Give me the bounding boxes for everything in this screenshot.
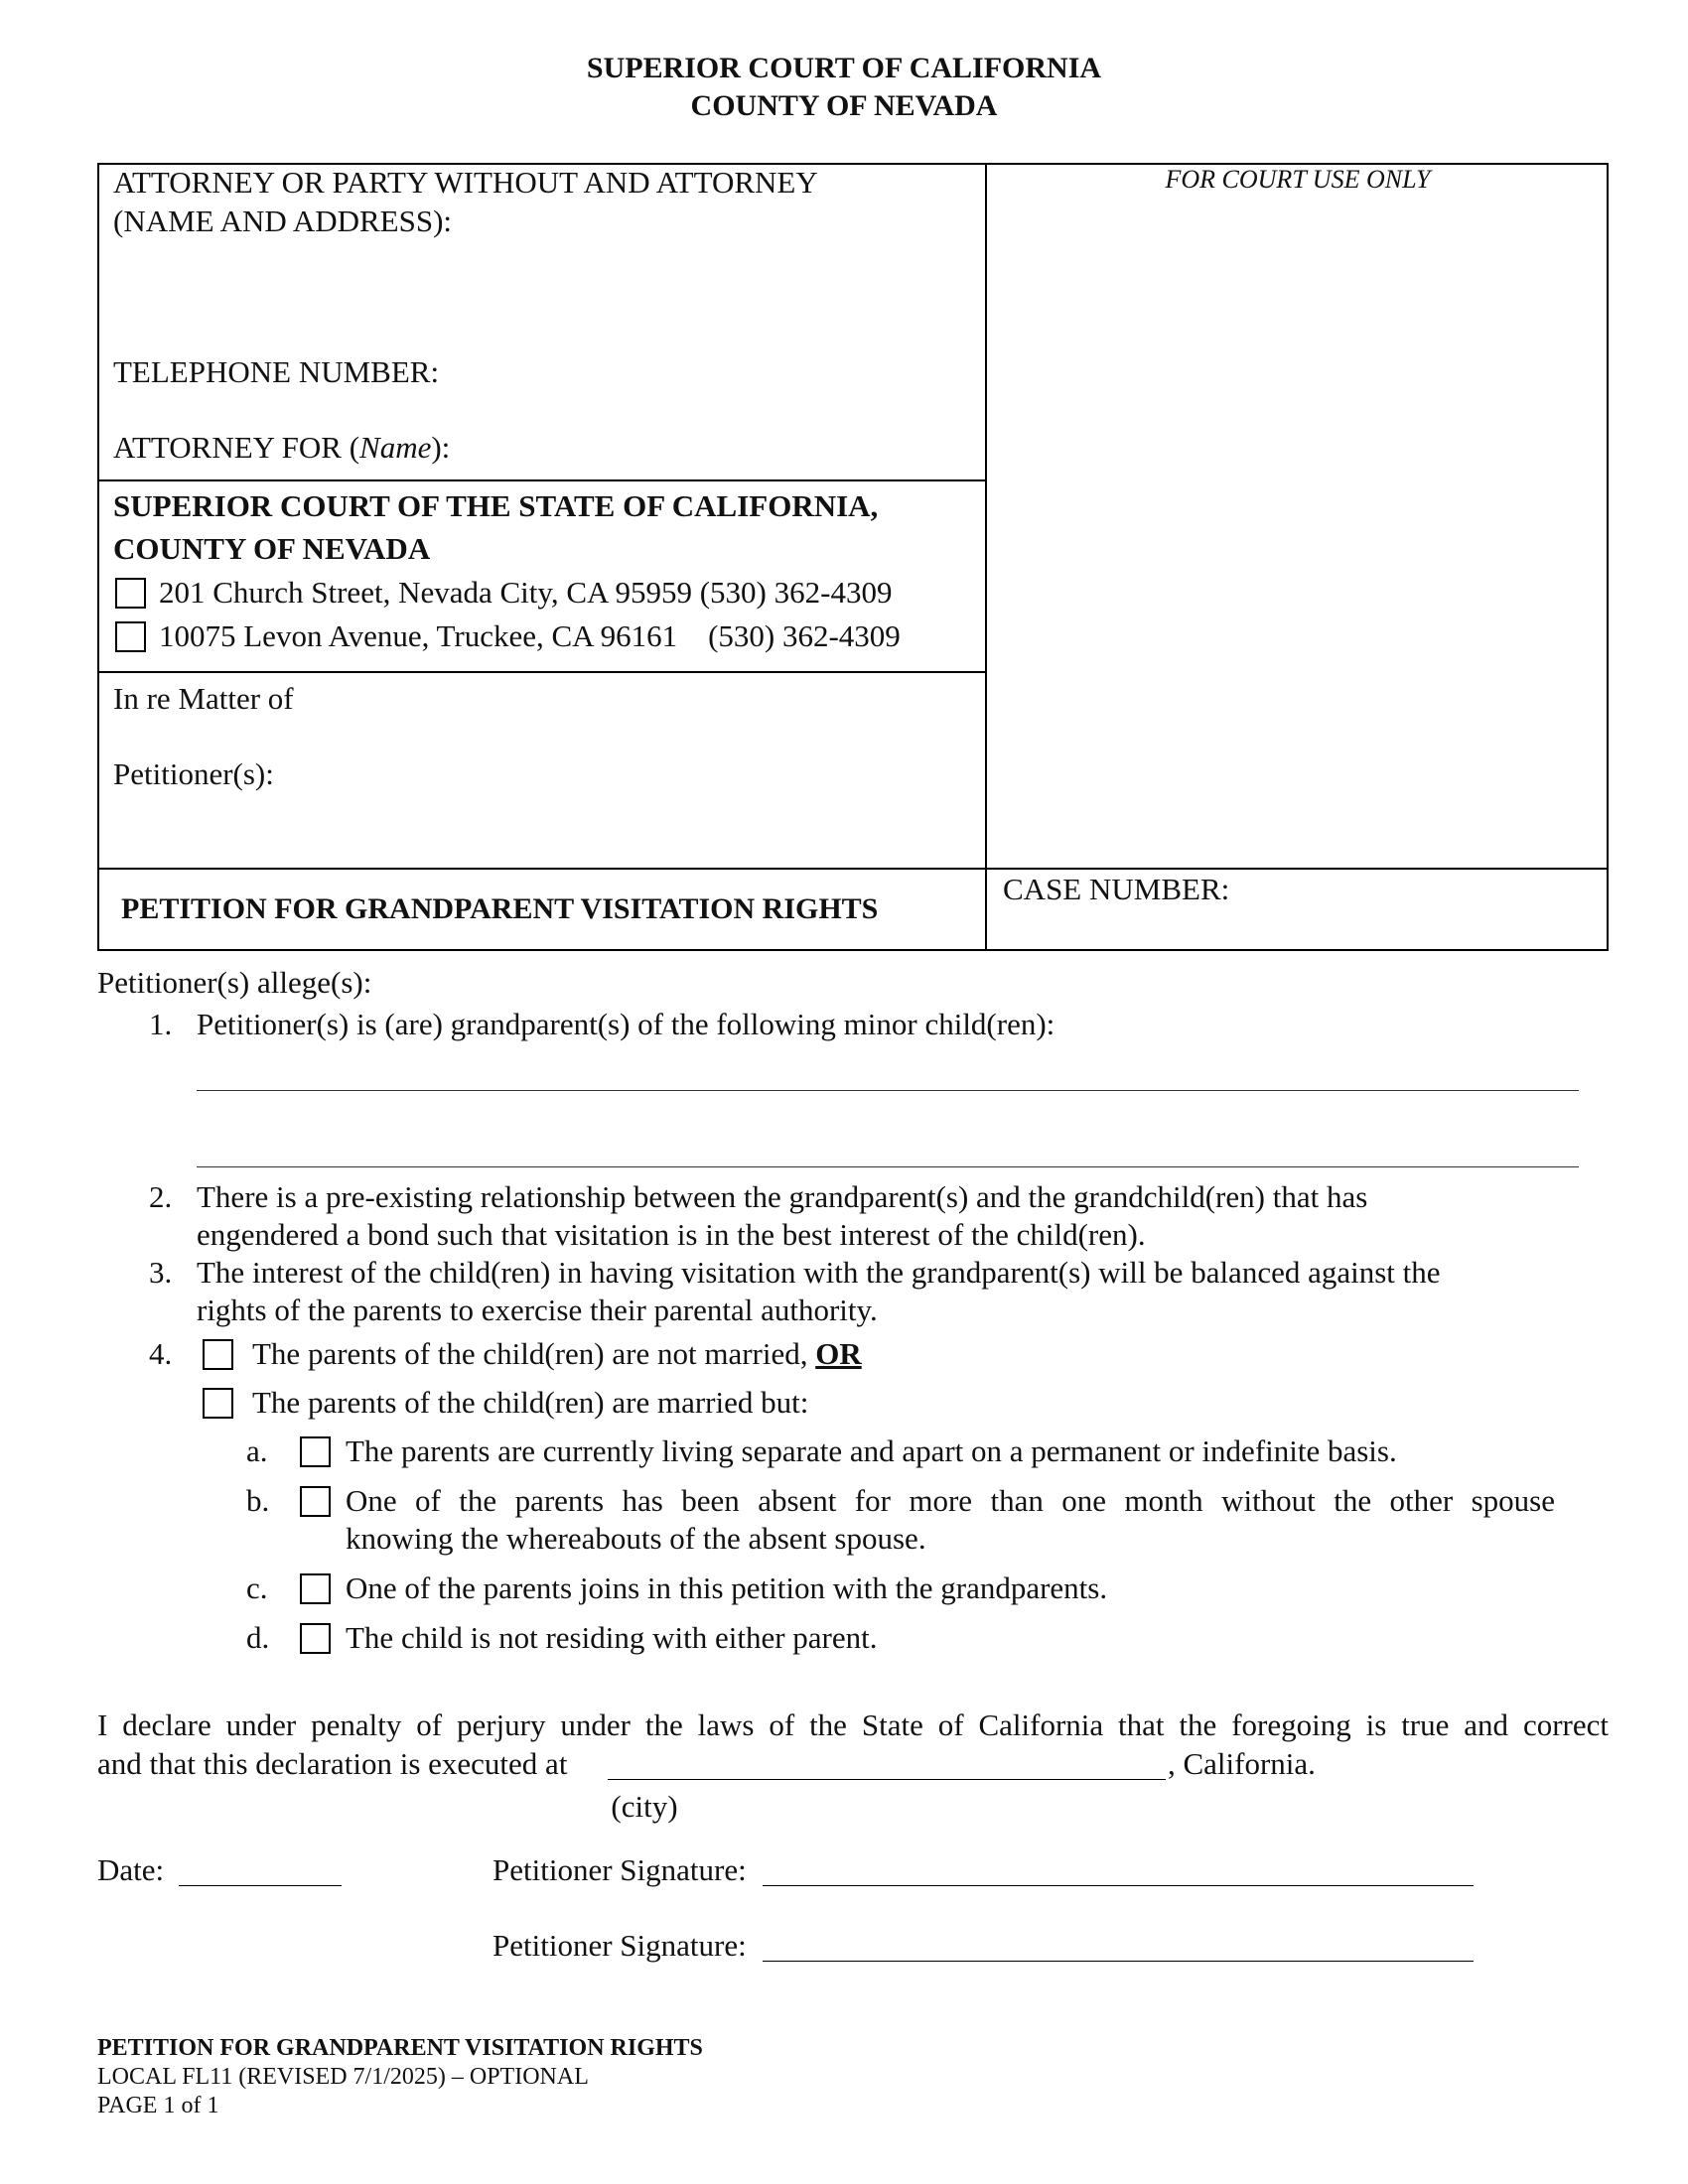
court-use-only-label: FOR COURT USE ONLY bbox=[1165, 165, 1431, 194]
telephone-label: TELEPHONE NUMBER: bbox=[113, 354, 440, 389]
declaration-line2-prefix: and that this declaration is executed at bbox=[97, 1746, 568, 1781]
declaration-line1: I declare under penalty of perjury under the laws of the State of California that the foregoing is true and correct bbox=[97, 1707, 1609, 1742]
sub-a-checkbox[interactable] bbox=[300, 1436, 331, 1467]
signature-field-2[interactable] bbox=[763, 1961, 1474, 1962]
minor-children-line2[interactable] bbox=[197, 1166, 1579, 1167]
footer-title: PETITION FOR GRANDPARENT VISITATION RIGHTS bbox=[97, 2035, 703, 2061]
sub-c-checkbox[interactable] bbox=[300, 1573, 331, 1604]
footer-page-number: PAGE 1 of 1 bbox=[97, 2093, 219, 2118]
caption-rule-3 bbox=[97, 868, 1609, 870]
city-field[interactable] bbox=[608, 1779, 1166, 1780]
petitioners-label: Petitioner(s): bbox=[113, 756, 274, 791]
court-header-line2: COUNTY OF NEVADA bbox=[690, 89, 998, 122]
or-emphasis: OR bbox=[815, 1336, 862, 1371]
location-truckee-text: 10075 Levon Avenue, Truckee, CA 96161 (530) 362-4309 bbox=[159, 618, 901, 653]
date-field[interactable] bbox=[179, 1885, 342, 1886]
item3-number: 3. bbox=[149, 1255, 173, 1290]
caption-divider bbox=[985, 163, 987, 951]
signature-label-1: Petitioner Signature: bbox=[492, 1852, 747, 1887]
sub-d-letter: d. bbox=[246, 1620, 270, 1655]
sub-c-text: One of the parents joins in this petition with the grandparents. bbox=[346, 1570, 1108, 1605]
parents-not-married-checkbox[interactable] bbox=[203, 1339, 233, 1370]
sub-b-checkbox[interactable] bbox=[300, 1486, 331, 1517]
case-number-label: CASE NUMBER: bbox=[1003, 872, 1230, 906]
item1-number: 1. bbox=[149, 1007, 173, 1041]
sub-b-letter: b. bbox=[246, 1483, 270, 1518]
signature-field-1[interactable] bbox=[763, 1885, 1474, 1886]
parents-not-married-text: The parents of the child(ren) are not married, OR bbox=[252, 1336, 862, 1371]
date-label: Date: bbox=[97, 1852, 165, 1887]
minor-children-line1[interactable] bbox=[197, 1090, 1579, 1091]
footer-form-id: LOCAL FL11 (REVISED 7/1/2025) – OPTIONAL bbox=[97, 2064, 589, 2090]
declaration-line2-suffix: , California. bbox=[1168, 1746, 1316, 1781]
parents-married-checkbox[interactable] bbox=[203, 1388, 233, 1419]
location-nevada-city-text: 201 Church Street, Nevada City, CA 95959 (530) 362-4309 bbox=[159, 575, 893, 610]
attorney-for-label: ATTORNEY FOR (Name): bbox=[113, 430, 451, 465]
allegations-intro: Petitioner(s) allege(s): bbox=[97, 965, 372, 1000]
city-caption: (city) bbox=[611, 1789, 678, 1824]
item2-text-line1: There is a pre-existing relationship between the grandparent(s) and the grandchild(ren) that has bbox=[197, 1179, 1368, 1214]
parents-married-text: The parents of the child(ren) are married but: bbox=[252, 1385, 809, 1420]
sub-d-checkbox[interactable] bbox=[300, 1623, 331, 1654]
item3-text-line1: The interest of the child(ren) in having visitation with the grandparent(s) will be balanced against the bbox=[197, 1255, 1441, 1290]
location-truckee-checkbox[interactable] bbox=[115, 621, 146, 652]
location-nevada-city-checkbox[interactable] bbox=[115, 578, 146, 609]
sub-b-text-line2: knowing the whereabouts of the absent spouse. bbox=[346, 1521, 926, 1556]
court-name-line1: SUPERIOR COURT OF THE STATE OF CALIFORNIA, bbox=[113, 488, 879, 523]
sub-b-text-line1: One of the parents has been absent for more than one month without the other spouse bbox=[346, 1483, 1555, 1518]
signature-label-2: Petitioner Signature: bbox=[492, 1928, 747, 1963]
attorney-label-line2: (NAME AND ADDRESS): bbox=[113, 204, 453, 238]
item3-text-line2: rights of the parents to exercise their parental authority. bbox=[197, 1293, 878, 1327]
sub-c-letter: c. bbox=[246, 1570, 268, 1605]
form-title: PETITION FOR GRANDPARENT VISITATION RIGHTS bbox=[121, 892, 879, 925]
item2-number: 2. bbox=[149, 1179, 173, 1214]
sub-a-letter: a. bbox=[246, 1433, 268, 1468]
in-re-matter-label: In re Matter of bbox=[113, 681, 294, 716]
item4-number: 4. bbox=[149, 1336, 173, 1371]
sub-d-text: The child is not residing with either parent. bbox=[346, 1620, 878, 1655]
court-header-line1: SUPERIOR COURT OF CALIFORNIA bbox=[586, 52, 1102, 84]
item2-text-line2: engendered a bond such that visitation is in the best interest of the child(ren). bbox=[197, 1217, 1146, 1252]
caption-rule-2 bbox=[97, 671, 986, 673]
item1-text: Petitioner(s) is (are) grandparent(s) of the following minor child(ren): bbox=[197, 1007, 1055, 1041]
court-name-line2: COUNTY OF NEVADA bbox=[113, 531, 431, 566]
sub-a-text: The parents are currently living separate and apart on a permanent or indefinite basis. bbox=[346, 1433, 1397, 1468]
attorney-label-line1: ATTORNEY OR PARTY WITHOUT AND ATTORNEY bbox=[113, 165, 818, 200]
caption-rule-1 bbox=[97, 479, 986, 481]
